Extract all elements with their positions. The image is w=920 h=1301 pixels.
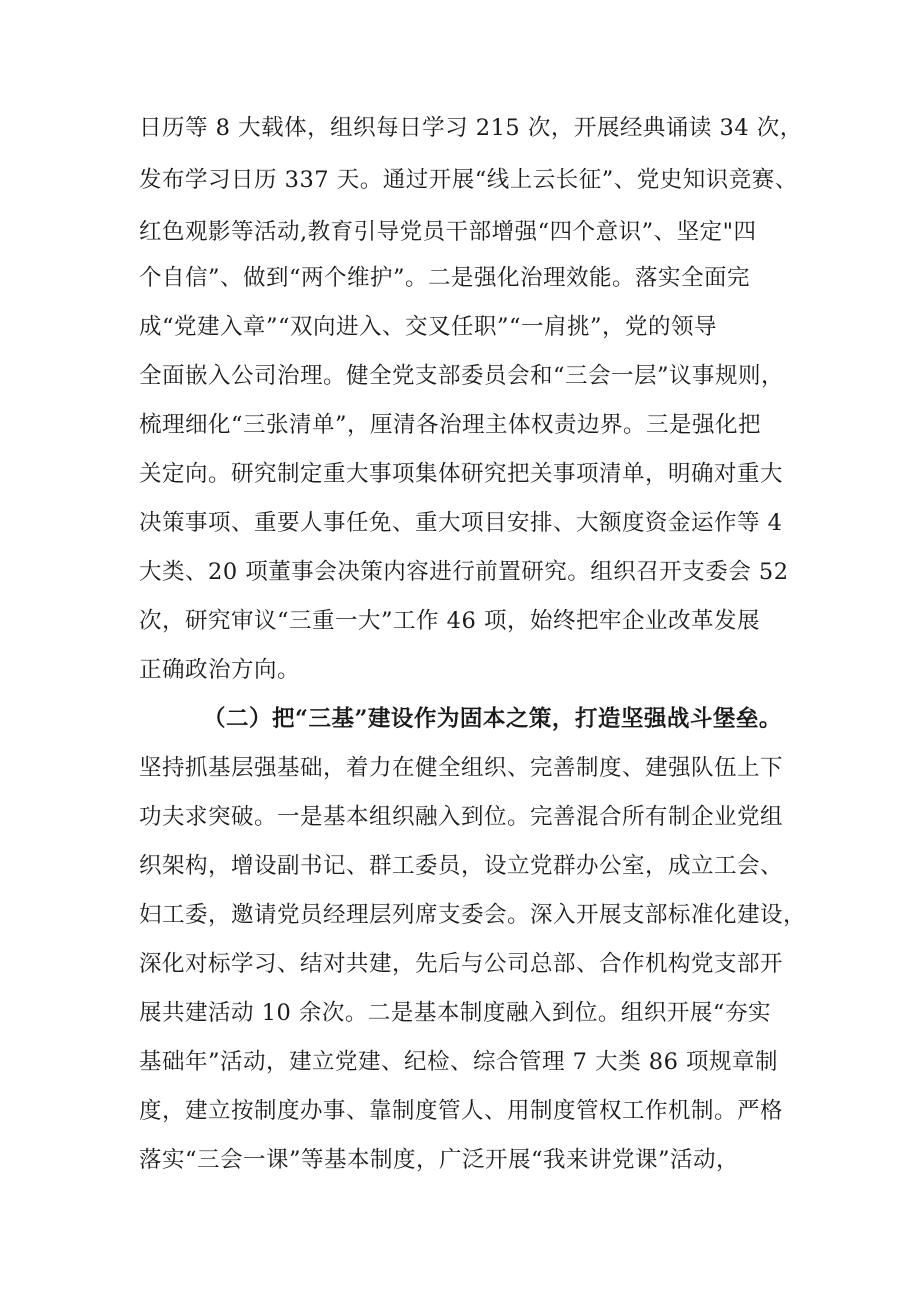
paragraph-line: 正确政治方向。 <box>139 657 301 683</box>
paragraph-line: 红色观影等活动,教育引导党员干部增强“四个意识”、坚定"四 <box>139 219 757 245</box>
paragraph-line: 发布学习日历 337 天。通过开展“线上云长征”、党史知识竞赛、 <box>139 167 798 193</box>
paragraph-line: 织架构，增设副书记、群工委员，设立党群办公室，成立工会、 <box>139 853 784 879</box>
paragraph-line: 坚持抓基层强基础，着力在健全组织、完善制度、建强队伍上下 <box>139 755 784 781</box>
paragraph-line: 度，建立按制度办事、靠制度管人、用制度管权工作机制。严格 <box>139 1098 784 1124</box>
paragraph-line: 梳理细化“三张清单”，厘清各治理主体权责边界。三是强化把 <box>139 412 762 438</box>
paragraph-line: 全面嵌入公司治理。健全党支部委员会和“三会一层”议事规则， <box>139 363 785 389</box>
paragraph-line: 妇工委，邀请党员经理层列席支委会。深入开展支部标准化建设， <box>139 902 807 928</box>
section-heading: （二）把“三基”建设作为固本之策，打造坚强战斗堡垒。 <box>203 706 782 732</box>
paragraph-line: 基础年”活动，建立党建、纪检、综合管理 7 大类 86 项规章制 <box>139 1049 779 1075</box>
paragraph-line: 落实“三会一课”等基本制度，广泛开展“我来讲党课”活动， <box>139 1147 740 1173</box>
paragraph-line: 深化对标学习、结对共建，先后与公司总部、合作机构党支部开 <box>139 951 784 977</box>
paragraph-line: 次，研究审议“三重一大”工作 46 项，始终把牢企业改革发展 <box>139 608 760 634</box>
paragraph-line: 个自信”、做到“两个维护”。二是强化治理效能。落实全面完 <box>139 265 751 291</box>
paragraph-line: 决策事项、重要人事任免、重大项目安排、大额度资金运作等 4 <box>139 510 783 536</box>
paragraph-line: 日历等 8 大载体，组织每日学习 215 次，开展经典诵读 34 次， <box>139 115 803 141</box>
paragraph-line: 成“党建入章”“双向进入、交叉任职”“一肩挑”，党的领导 <box>139 314 718 340</box>
paragraph-line: 关定向。研究制定重大事项集体研究把关事项清单，明确对重大 <box>139 461 784 487</box>
paragraph-line: 功夫求突破。一是基本组织融入到位。完善混合所有制企业党组 <box>139 804 784 830</box>
paragraph-line: 展共建活动 10 余次。二是基本制度融入到位。组织开展“夯实 <box>139 1000 771 1026</box>
paragraph-line: 大类、20 项董事会决策内容进行前置研究。组织召开支委会 52 <box>139 559 789 585</box>
